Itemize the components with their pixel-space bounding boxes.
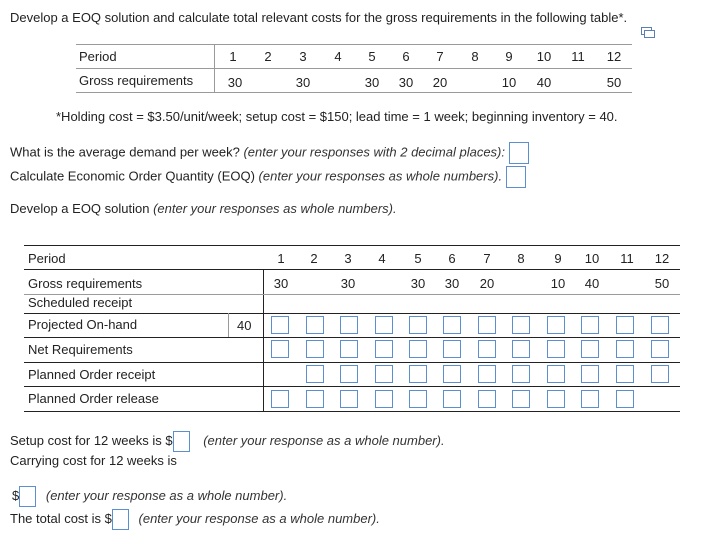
main-period-10: 10 <box>584 251 600 266</box>
main-period-3: 3 <box>344 251 352 266</box>
initial-on-hand: 40 <box>237 318 252 333</box>
projected-on-hand-input-6[interactable] <box>443 316 461 334</box>
main-gross-1: 30 <box>273 276 289 291</box>
planned-order-receipt-input-4[interactable] <box>375 365 393 383</box>
top-period-6: 6 <box>402 49 410 64</box>
top-gross-10: 40 <box>536 75 552 90</box>
main-period-2: 2 <box>310 251 318 266</box>
main-gross-7: 20 <box>479 276 495 291</box>
projected-on-hand-input-8[interactable] <box>512 316 530 334</box>
main-period-11: 11 <box>620 251 634 266</box>
projected-on-hand-input-2[interactable] <box>306 316 324 334</box>
net-requirements-input-6[interactable] <box>443 340 461 358</box>
main-gross-10: 40 <box>584 276 600 291</box>
setup-cost-input[interactable] <box>173 431 190 452</box>
total-cost-question: The total cost is $ (enter your response as a whole number). <box>10 509 380 530</box>
top-period-10: 10 <box>536 49 552 64</box>
main-period-6: 6 <box>448 251 456 266</box>
row-label-6: Planned Order receipt <box>28 367 156 382</box>
top-gross-9: 10 <box>501 75 517 90</box>
net-requirements-input-4[interactable] <box>375 340 393 358</box>
top-gross-3: 30 <box>295 75 311 90</box>
planned-order-receipt-input-7[interactable] <box>478 365 496 383</box>
row-label-2: Gross requirements <box>28 276 143 291</box>
projected-on-hand-input-1[interactable] <box>271 316 289 334</box>
net-requirements-input-7[interactable] <box>478 340 496 358</box>
projected-on-hand-input-12[interactable] <box>651 316 669 334</box>
planned-order-release-input-11[interactable] <box>616 390 634 408</box>
copy-icon[interactable] <box>641 27 655 39</box>
planned-order-receipt-input-2[interactable] <box>306 365 324 383</box>
planned-order-release-input-1[interactable] <box>271 390 289 408</box>
main-gross-9: 10 <box>550 276 566 291</box>
main-period-9: 9 <box>554 251 562 266</box>
main-period-4: 4 <box>378 251 386 266</box>
planned-order-release-input-9[interactable] <box>547 390 565 408</box>
prompt-text: Develop a EOQ solution and calculate total relevant costs for the gross requirements in the following table*. <box>10 10 628 25</box>
top-gross-5: 30 <box>364 75 380 90</box>
top-period-12: 12 <box>606 49 622 64</box>
main-period-5: 5 <box>414 251 422 266</box>
setup-cost-question: Setup cost for 12 weeks is $ (enter your response as a whole number). <box>10 431 445 452</box>
net-requirements-input-5[interactable] <box>409 340 427 358</box>
planned-order-receipt-input-12[interactable] <box>651 365 669 383</box>
planned-order-release-input-10[interactable] <box>581 390 599 408</box>
planned-order-release-input-8[interactable] <box>512 390 530 408</box>
top-period-1: 1 <box>229 49 237 64</box>
planned-order-receipt-input-8[interactable] <box>512 365 530 383</box>
top-period-3: 3 <box>299 49 307 64</box>
top-period-label: Period <box>79 49 117 64</box>
projected-on-hand-input-9[interactable] <box>547 316 565 334</box>
projected-on-hand-input-4[interactable] <box>375 316 393 334</box>
main-period-7: 7 <box>483 251 491 266</box>
main-period-12: 12 <box>654 251 670 266</box>
row-label-1: Period <box>28 251 66 266</box>
net-requirements-input-12[interactable] <box>651 340 669 358</box>
planned-order-release-input-4[interactable] <box>375 390 393 408</box>
planned-order-release-input-6[interactable] <box>443 390 461 408</box>
eoq-input[interactable] <box>506 166 526 188</box>
projected-on-hand-input-3[interactable] <box>340 316 358 334</box>
total-cost-input[interactable] <box>112 509 129 530</box>
top-gross-label: Gross requirements <box>79 73 194 88</box>
planned-order-receipt-input-9[interactable] <box>547 365 565 383</box>
planned-order-release-input-5[interactable] <box>409 390 427 408</box>
main-gross-6: 30 <box>444 276 460 291</box>
top-period-11: 11 <box>571 49 585 64</box>
top-period-2: 2 <box>264 49 272 64</box>
row-label-7: Planned Order release <box>28 391 159 406</box>
top-period-5: 5 <box>368 49 376 64</box>
net-requirements-input-8[interactable] <box>512 340 530 358</box>
projected-on-hand-input-10[interactable] <box>581 316 599 334</box>
main-gross-12: 50 <box>654 276 670 291</box>
planned-order-receipt-input-6[interactable] <box>443 365 461 383</box>
net-requirements-input-1[interactable] <box>271 340 289 358</box>
main-gross-3: 30 <box>340 276 356 291</box>
planned-order-receipt-input-10[interactable] <box>581 365 599 383</box>
projected-on-hand-input-11[interactable] <box>616 316 634 334</box>
top-gross-12: 50 <box>606 75 622 90</box>
planned-order-receipt-input-3[interactable] <box>340 365 358 383</box>
row-label-3: Scheduled receipt <box>28 295 133 310</box>
top-period-4: 4 <box>334 49 342 64</box>
average-demand-input[interactable] <box>509 142 529 164</box>
planned-order-receipt-input-11[interactable] <box>616 365 634 383</box>
row-label-5: Net Requirements <box>28 342 133 357</box>
top-gross-6: 30 <box>398 75 414 90</box>
net-requirements-input-9[interactable] <box>547 340 565 358</box>
carrying-cost-answer: $ (enter your response as a whole number). <box>12 486 287 507</box>
carrying-cost-question: Carrying cost for 12 weeks is <box>10 453 177 468</box>
question-eoq: Calculate Economic Order Quantity (EOQ) (enter your responses as whole numbers). <box>10 166 526 188</box>
projected-on-hand-input-5[interactable] <box>409 316 427 334</box>
net-requirements-input-3[interactable] <box>340 340 358 358</box>
planned-order-release-input-2[interactable] <box>306 390 324 408</box>
top-gross-1: 30 <box>227 75 243 90</box>
planned-order-release-input-7[interactable] <box>478 390 496 408</box>
top-period-7: 7 <box>436 49 444 64</box>
footnote: *Holding cost = $3.50/unit/week; setup cost = $150; lead time = 1 week; beginning inventory = 40. <box>56 109 618 124</box>
carrying-cost-input[interactable] <box>19 486 36 507</box>
net-requirements-input-2[interactable] <box>306 340 324 358</box>
projected-on-hand-input-7[interactable] <box>478 316 496 334</box>
main-period-8: 8 <box>517 251 525 266</box>
main-gross-5: 30 <box>410 276 426 291</box>
net-requirements-input-11[interactable] <box>616 340 634 358</box>
top-period-8: 8 <box>471 49 479 64</box>
planned-order-release-input-3[interactable] <box>340 390 358 408</box>
question-average-demand: What is the average demand per week? (enter your responses with 2 decimal places): <box>10 142 529 164</box>
question-develop: Develop a EOQ solution (enter your responses as whole numbers). <box>10 201 397 216</box>
row-label-4: Projected On-hand <box>28 317 138 332</box>
top-period-9: 9 <box>505 49 513 64</box>
main-period-1: 1 <box>277 251 285 266</box>
top-gross-7: 20 <box>432 75 448 90</box>
net-requirements-input-10[interactable] <box>581 340 599 358</box>
planned-order-receipt-input-5[interactable] <box>409 365 427 383</box>
